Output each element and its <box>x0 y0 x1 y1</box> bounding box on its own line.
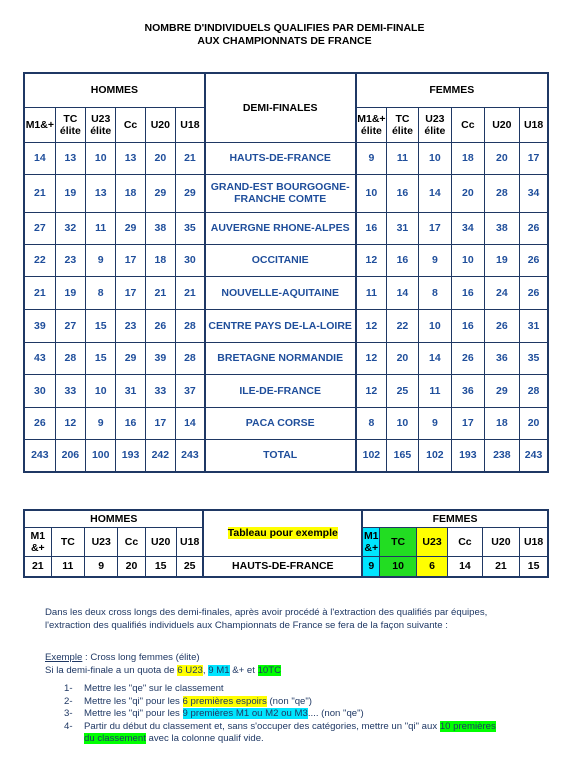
example-hommes-value: 20 <box>118 556 145 577</box>
region-name: HAUTS-DE-FRANCE <box>205 142 356 174</box>
hommes-header: HOMMES <box>24 73 205 107</box>
list-item <box>64 721 544 746</box>
femmes-value: 31 <box>387 212 418 244</box>
hommes-value: 18 <box>116 174 145 212</box>
region-name: TOTAL <box>205 439 356 472</box>
femmes-value: 10 <box>418 142 451 174</box>
femmes-value: 38 <box>484 212 520 244</box>
region-name: BRETAGNE NORMANDIE <box>205 342 356 374</box>
femmes-value: 22 <box>387 309 418 342</box>
femmes-value: 34 <box>452 212 484 244</box>
femmes-value: 28 <box>484 174 520 212</box>
example-femmes-value: 9 <box>362 556 380 577</box>
demi-finales-header: DEMI-FINALES <box>205 73 356 142</box>
table-row <box>24 142 548 174</box>
column-header: M1&+ élite <box>356 107 387 142</box>
femmes-value: 20 <box>484 142 520 174</box>
hommes-value: 14 <box>24 142 55 174</box>
femmes-value: 20 <box>520 407 548 439</box>
femmes-value: 12 <box>356 244 387 276</box>
example-rest: : Cross long femmes (élite) <box>82 652 200 663</box>
hommes-value: 21 <box>145 276 175 309</box>
femmes-value: 238 <box>484 439 520 472</box>
hommes-value: 20 <box>145 142 175 174</box>
hommes-value: 29 <box>145 174 175 212</box>
femmes-value: 11 <box>418 374 451 407</box>
hommes-value: 28 <box>55 342 85 374</box>
femmes-value: 17 <box>452 407 484 439</box>
hommes-value: 19 <box>55 174 85 212</box>
table-row <box>24 309 548 342</box>
hommes-value: 33 <box>145 374 175 407</box>
hommes-value: 15 <box>86 342 116 374</box>
femmes-value: 11 <box>387 142 418 174</box>
femmes-value: 16 <box>356 212 387 244</box>
hommes-value: 17 <box>145 407 175 439</box>
hommes-value: 28 <box>176 309 205 342</box>
list-text: Partir du début du classement et, sans s'occuper des catégories, mettre un "qi" aux <box>84 720 440 732</box>
table-row <box>24 244 548 276</box>
femmes-value: 14 <box>418 174 451 212</box>
example-column-header: U23 <box>85 527 118 556</box>
page-title-line2: AUX CHAMPIONNATS DE FRANCE <box>197 35 372 47</box>
femmes-value: 26 <box>484 309 520 342</box>
hommes-value: 100 <box>86 439 116 472</box>
column-header: U20 <box>484 107 520 142</box>
hommes-value: 243 <box>24 439 55 472</box>
hommes-value: 23 <box>55 244 85 276</box>
example-femmes-value: 10 <box>380 556 417 577</box>
femmes-value: 36 <box>484 342 520 374</box>
femmes-value: 26 <box>452 342 484 374</box>
hommes-value: 193 <box>116 439 145 472</box>
table-row <box>24 174 548 212</box>
hommes-value: 21 <box>176 276 205 309</box>
table-row <box>24 276 548 309</box>
hommes-value: 15 <box>86 309 116 342</box>
femmes-value: 243 <box>520 439 548 472</box>
hommes-value: 23 <box>116 309 145 342</box>
region-name: AUVERGNE RHONE-ALPES <box>205 212 356 244</box>
hommes-value: 22 <box>24 244 55 276</box>
region-name: CENTRE PAYS DE-LA-LOIRE <box>205 309 356 342</box>
hommes-value: 206 <box>55 439 85 472</box>
hommes-value: 30 <box>176 244 205 276</box>
list-item <box>64 708 544 721</box>
example-hommes-header: HOMMES <box>24 510 203 527</box>
hommes-value: 13 <box>116 142 145 174</box>
femmes-value: 26 <box>520 244 548 276</box>
hommes-value: 18 <box>145 244 175 276</box>
example-column-header: TC <box>51 527 84 556</box>
femmes-value: 102 <box>356 439 387 472</box>
femmes-value: 12 <box>356 342 387 374</box>
hommes-value: 28 <box>176 342 205 374</box>
list-text: .... (non "qe") <box>307 708 364 719</box>
column-header: U18 <box>520 107 548 142</box>
hommes-value: 32 <box>55 212 85 244</box>
femmes-value: 16 <box>452 276 484 309</box>
quota-tc: 10TC <box>257 665 282 676</box>
hommes-value: 27 <box>55 309 85 342</box>
example-column-header: TC <box>380 527 417 556</box>
hommes-value: 242 <box>145 439 175 472</box>
hommes-value: 17 <box>116 276 145 309</box>
region-name: OCCITANIE <box>205 244 356 276</box>
hommes-value: 33 <box>55 374 85 407</box>
example-center-label: Tableau pour exemple <box>227 527 338 540</box>
femmes-value: 16 <box>387 174 418 212</box>
femmes-value: 165 <box>387 439 418 472</box>
femmes-value: 14 <box>387 276 418 309</box>
hommes-value: 38 <box>145 212 175 244</box>
quota-pre: Si la demi-finale a un quota de <box>45 665 178 676</box>
hommes-value: 9 <box>86 407 116 439</box>
hommes-value: 21 <box>24 174 55 212</box>
quota-sep2: &+ et <box>229 665 258 676</box>
hommes-value: 43 <box>24 342 55 374</box>
example-column-header: U18 <box>520 527 548 556</box>
list-highlight: 6 premières espoirs <box>182 695 267 707</box>
femmes-value: 10 <box>356 174 387 212</box>
femmes-value: 10 <box>387 407 418 439</box>
hommes-value: 21 <box>176 142 205 174</box>
femmes-value: 10 <box>418 309 451 342</box>
femmes-value: 28 <box>520 374 548 407</box>
intro-line-2: l'extraction des qualifiés individuels aux Championnats de France se fera de la façon suivante : <box>45 620 448 631</box>
femmes-value: 193 <box>452 439 484 472</box>
femmes-value: 31 <box>520 309 548 342</box>
hommes-value: 12 <box>55 407 85 439</box>
list-highlight: du classement <box>84 733 146 744</box>
table-row <box>24 407 548 439</box>
femmes-value: 19 <box>484 244 520 276</box>
hommes-value: 29 <box>176 174 205 212</box>
quota-sep1: , <box>202 665 209 676</box>
example-hommes-value: 11 <box>51 556 84 577</box>
column-header: Cc <box>452 107 484 142</box>
femmes-value: 34 <box>520 174 548 212</box>
hommes-value: 31 <box>116 374 145 407</box>
example-hommes-value: 25 <box>176 556 203 577</box>
hommes-value: 39 <box>24 309 55 342</box>
hommes-value: 13 <box>86 174 116 212</box>
hommes-value: 17 <box>116 244 145 276</box>
femmes-value: 36 <box>452 374 484 407</box>
page-title-line1: NOMBRE D'INDIVIDUELS QUALIFIES PAR DEMI-FINALE <box>144 22 425 34</box>
femmes-header: FEMMES <box>356 73 548 107</box>
hommes-value: 9 <box>86 244 116 276</box>
column-header: Cc <box>116 107 145 142</box>
hommes-value: 14 <box>176 407 205 439</box>
femmes-value: 20 <box>387 342 418 374</box>
hommes-value: 39 <box>145 342 175 374</box>
example-column-header: U18 <box>176 527 203 556</box>
example-femmes-value: 21 <box>482 556 520 577</box>
femmes-value: 9 <box>356 142 387 174</box>
quota-line <box>45 665 545 678</box>
femmes-value: 25 <box>387 374 418 407</box>
region-name: NOUVELLE-AQUITAINE <box>205 276 356 309</box>
hommes-value: 10 <box>86 374 116 407</box>
example-center-header <box>203 510 362 556</box>
hommes-value: 29 <box>116 212 145 244</box>
femmes-value: 24 <box>484 276 520 309</box>
column-header: U23 élite <box>418 107 451 142</box>
example-column-header: Cc <box>448 527 482 556</box>
hommes-value: 13 <box>55 142 85 174</box>
quota-u23: 6 U23 <box>177 665 203 676</box>
intro-line-1: Dans les deux cross longs des demi-finales, après avoir procédé à l'extraction des qualifiés par équipes, <box>45 607 488 618</box>
column-header: TC élite <box>55 107 85 142</box>
femmes-value: 9 <box>418 244 451 276</box>
femmes-value: 29 <box>484 374 520 407</box>
femmes-value: 16 <box>387 244 418 276</box>
hommes-value: 8 <box>86 276 116 309</box>
femmes-value: 14 <box>418 342 451 374</box>
region-name: GRAND-EST BOURGOGNE-FRANCHE COMTE <box>205 174 356 212</box>
hommes-value: 26 <box>24 407 55 439</box>
example-hommes-value: 21 <box>24 556 51 577</box>
example-column-header: U20 <box>145 527 176 556</box>
procedure-list <box>64 683 544 746</box>
example-column-header: U23 <box>416 527 447 556</box>
list-text: Mettre les "qe" sur le classement <box>84 683 224 694</box>
list-number: 3- <box>64 708 73 719</box>
column-header: M1&+ <box>24 107 55 142</box>
example-femmes-value: 6 <box>416 556 447 577</box>
main-qualifiers-table <box>23 72 549 473</box>
femmes-value: 11 <box>356 276 387 309</box>
quota-m1: 9 M1 <box>208 665 230 676</box>
femmes-value: 102 <box>418 439 451 472</box>
example-label: Exemple <box>45 652 83 663</box>
example-femmes-value: 14 <box>448 556 482 577</box>
example-hommes-value: 9 <box>85 556 118 577</box>
list-text: (non "qe") <box>266 695 312 707</box>
femmes-value: 8 <box>418 276 451 309</box>
example-table <box>23 509 549 578</box>
femmes-value: 35 <box>520 342 548 374</box>
hommes-value: 10 <box>86 142 116 174</box>
femmes-value: 16 <box>452 309 484 342</box>
region-name: ILE-DE-FRANCE <box>205 374 356 407</box>
femmes-value: 26 <box>520 212 548 244</box>
example-femmes-header: FEMMES <box>362 510 548 527</box>
column-header: U20 <box>145 107 175 142</box>
femmes-value: 17 <box>418 212 451 244</box>
femmes-value: 8 <box>356 407 387 439</box>
example-column-header: M1 &+ <box>24 527 51 556</box>
column-header: TC élite <box>387 107 418 142</box>
hommes-value: 29 <box>116 342 145 374</box>
hommes-value: 27 <box>24 212 55 244</box>
hommes-value: 30 <box>24 374 55 407</box>
femmes-value: 18 <box>452 142 484 174</box>
femmes-value: 26 <box>520 276 548 309</box>
table-row <box>24 439 548 472</box>
example-region-name: HAUTS-DE-FRANCE <box>203 556 362 577</box>
femmes-value: 10 <box>452 244 484 276</box>
list-number: 1- <box>64 683 73 694</box>
example-column-header: M1 &+ <box>362 527 380 556</box>
table-row <box>24 342 548 374</box>
column-header: U23 élite <box>86 107 116 142</box>
femmes-value: 12 <box>356 374 387 407</box>
femmes-value: 20 <box>452 174 484 212</box>
list-text: Mettre les "qi" pour les <box>84 695 183 707</box>
hommes-value: 35 <box>176 212 205 244</box>
femmes-value: 18 <box>484 407 520 439</box>
example-line <box>45 652 545 665</box>
table-row <box>24 212 548 244</box>
femmes-value: 17 <box>520 142 548 174</box>
example-value-row <box>24 556 548 577</box>
example-column-header: U20 <box>482 527 520 556</box>
hommes-value: 26 <box>145 309 175 342</box>
list-number: 4- <box>64 720 73 732</box>
list-item <box>64 683 544 696</box>
example-hommes-value: 15 <box>145 556 176 577</box>
hommes-value: 37 <box>176 374 205 407</box>
femmes-value: 9 <box>418 407 451 439</box>
list-highlight: 10 premières <box>439 720 496 732</box>
hommes-value: 19 <box>55 276 85 309</box>
femmes-value: 12 <box>356 309 387 342</box>
column-header: U18 <box>176 107 205 142</box>
example-femmes-value: 15 <box>520 556 548 577</box>
hommes-value: 243 <box>176 439 205 472</box>
hommes-value: 21 <box>24 276 55 309</box>
list-item <box>64 696 544 709</box>
table-row <box>24 374 548 407</box>
hommes-value: 16 <box>116 407 145 439</box>
list-number: 2- <box>64 695 73 707</box>
region-name: PACA CORSE <box>205 407 356 439</box>
hommes-value: 11 <box>86 212 116 244</box>
list-text: avec la colonne qualif vide. <box>145 733 264 744</box>
list-text: Mettre les "qi" pour les <box>84 708 183 719</box>
example-column-header: Cc <box>118 527 145 556</box>
list-highlight: 9 premières M1 ou M2 ou M3 <box>182 708 308 719</box>
